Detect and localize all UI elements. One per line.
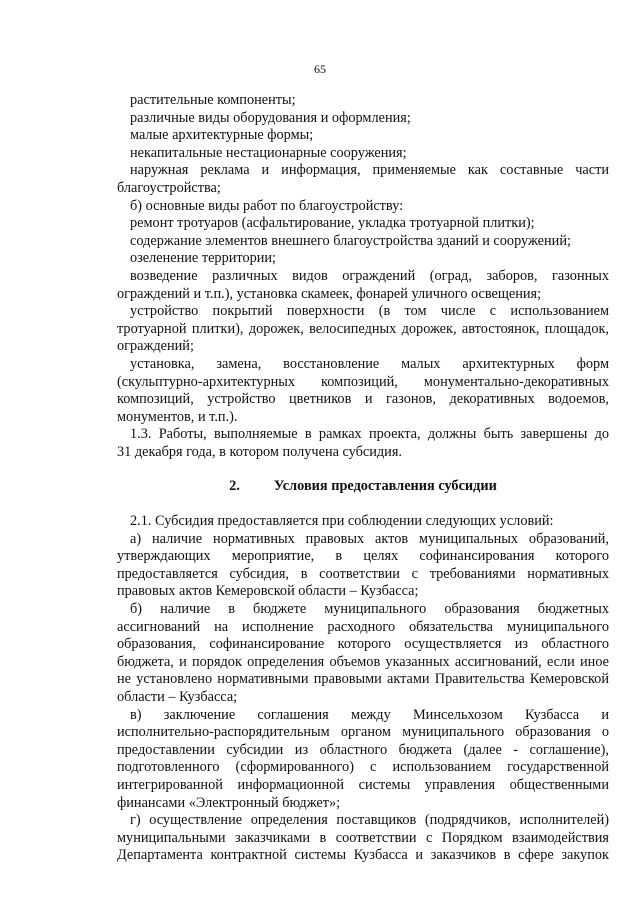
text-line: исполнительно-распорядительным органом муниципального образования о: [117, 724, 609, 741]
text-line: наружная реклама и информация, применяемые как составные части: [130, 162, 609, 179]
text-line: установка, замена, восстановление малых архитектурных форм: [130, 355, 609, 372]
text-line: благоустройства;: [117, 179, 221, 196]
text-line: образования, софинансирование которого осуществляется из областного: [117, 636, 609, 653]
text-line: ограждений;: [117, 338, 194, 355]
text-line: ремонт тротуаров (асфальтирование, укладка тротуарной плитки);: [130, 215, 535, 232]
section-title: Условия предоставления субсидии: [273, 478, 497, 495]
text-line: композиций, устройство цветников и газонов, декоративных водоемов,: [117, 391, 609, 408]
text-line: финансами «Электронный бюджет»;: [117, 794, 341, 811]
section-heading: [117, 478, 609, 496]
text-line: 1.3. Работы, выполняемые в рамках проекта, должны быть завершены до: [130, 426, 609, 443]
spacer: [117, 496, 609, 513]
text-line: содержание элементов внешнего благоустройства зданий и сооружений;: [130, 232, 571, 249]
text-line: б) наличие в бюджете муниципального образования бюджетных: [130, 601, 609, 618]
text-line: ассигнований на исполнение расходного обязательства муниципального: [117, 618, 609, 635]
text-line: б) основные виды работ по благоустройству:: [130, 197, 404, 214]
text-line: малые архитектурные формы;: [130, 127, 314, 144]
text-line: возведение различных видов ограждений (оград, заборов, газонных: [130, 267, 609, 284]
text-line: озеленение территории;: [130, 250, 277, 267]
text-line: (скульптурно-архитектурных композиций, монументально-декоративных: [117, 373, 609, 390]
text-line: муниципальными заказчиками в соответствии с Порядком взаимодействия: [117, 829, 609, 846]
text-line: интегрированной информационной системы управления общественными: [117, 776, 609, 793]
text-line: предоставляется субсидия, в соответствии с требованиями нормативных: [117, 565, 609, 582]
text-line: утверждающих мероприятие, в целях софинансирования которого: [117, 548, 609, 565]
spacer: [117, 461, 609, 478]
text-line: устройство покрытий поверхности (в том числе с использованием: [130, 303, 609, 320]
text-line: правовых актов Кемеровской области – Кузбасса;: [117, 583, 419, 600]
text-line: бюджета, и порядок определения объемов указанных ассигнований, если иное: [117, 653, 609, 670]
text-line: 2.1. Субсидия предоставляется при соблюдении следующих условий:: [130, 513, 554, 530]
text-line: подготовленного (сформированного) с использованием государственной: [117, 759, 609, 776]
text-line: в) заключение соглашения между Минсельхозом Кузбасса и: [130, 706, 609, 723]
text-line: ограждений и т.п.), установка скамеек, фонарей уличного освещения;: [117, 285, 542, 302]
section-1-continuation: [117, 92, 609, 461]
text-line: не установлено нормативными правовыми актами Правительства Кемеровской: [117, 671, 609, 688]
page-number: 65: [314, 62, 326, 76]
text-line: области – Кузбасса;: [117, 689, 238, 705]
section-number: 2.: [229, 478, 240, 495]
document-body: [117, 92, 609, 865]
text-line: монументов, и т.п.).: [117, 408, 238, 425]
section-2-body: [117, 513, 609, 865]
text-line: различные виды оборудования и оформления;: [130, 109, 411, 126]
text-line: 31 декабря года, в котором получена субсидия.: [117, 443, 402, 460]
text-line: Департамента контрактной системы Кузбасса и заказчиков в сфере закупок: [117, 847, 609, 864]
text-line: растительные компоненты;: [130, 92, 296, 108]
text-line: а) наличие нормативных правовых актов муниципальных образований,: [130, 530, 609, 547]
text-line: тротуарной плитки), дорожек, велосипедных дорожек, автостоянок, площадок,: [117, 320, 609, 337]
text-line: предоставлении субсидии из областного бюджета (далее - соглашение),: [117, 741, 609, 758]
text-line: некапитальные нестационарные сооружения;: [130, 144, 407, 161]
text-line: г) осуществление определения поставщиков (подрядчиков, исполнителей): [130, 812, 609, 829]
